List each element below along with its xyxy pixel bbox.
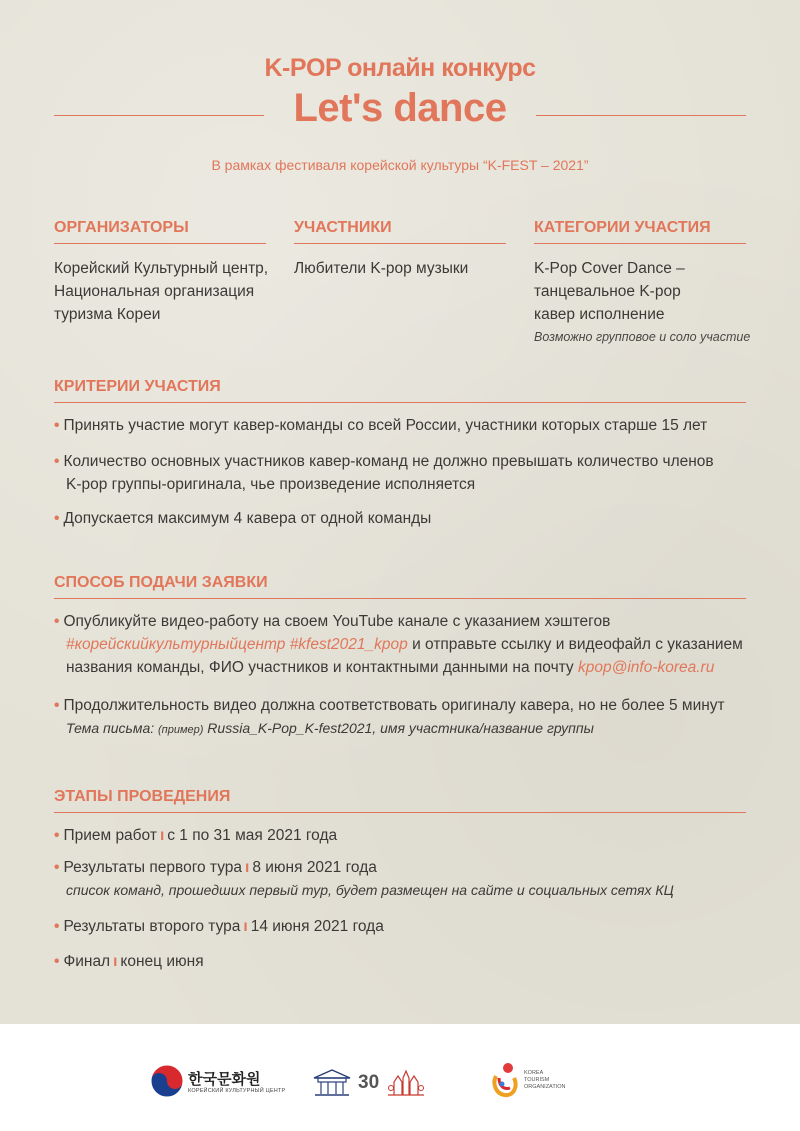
application-item-continuation xyxy=(54,656,754,679)
criteria-item-continuation: K-pop группы-оригинала, чье произведение исполняется xyxy=(66,476,476,493)
organizers-text xyxy=(54,257,274,326)
organizers-line: Корейский Культурный центр, xyxy=(54,260,269,277)
stage-value: 14 июня 2021 года xyxy=(250,918,384,935)
organizers-line: туризма Кореи xyxy=(54,306,161,323)
stage-label: Прием работ xyxy=(63,827,157,844)
kto-logo xyxy=(490,1060,600,1104)
organizers-heading: ОРГАНИЗАТОРЫ xyxy=(54,219,266,244)
application-item-text: названия команды, ФИО участников и контактными данными на почту xyxy=(66,659,578,676)
stage-item xyxy=(54,824,754,847)
application-item-text: Продолжительность видео должна соответствовать оригиналу кавера, но не более 5 минут xyxy=(63,697,725,714)
organizers-line: Национальная организация xyxy=(54,283,255,300)
kto-line: TOURISM xyxy=(524,1077,550,1083)
note-rest: Russia_K-Pop_K-fest2021, имя участника/название группы xyxy=(203,720,594,736)
kto-line: KOREA xyxy=(524,1070,544,1076)
note-prefix: Тема письма: xyxy=(66,720,159,736)
festival-subtitle: В рамках фестиваля корейской культуры “K-FEST – 2021” xyxy=(211,157,589,173)
application-item xyxy=(54,694,754,742)
separator: ı xyxy=(243,918,248,935)
taeguk-icon xyxy=(150,1064,184,1098)
anniversary-logo xyxy=(312,1060,442,1104)
criteria-item xyxy=(54,450,754,496)
palace-icon xyxy=(312,1068,352,1098)
note-example: (пример) xyxy=(158,724,204,736)
stage-value: с 1 по 31 мая 2021 года xyxy=(167,827,338,844)
bullet-dot: • xyxy=(54,510,60,527)
bullet-dot: • xyxy=(54,417,60,434)
stage-item xyxy=(54,915,754,938)
criteria-item xyxy=(54,414,754,437)
kto-name xyxy=(524,1070,565,1091)
separator: ı xyxy=(159,827,165,844)
stage-label: Результаты второго тура xyxy=(63,918,241,935)
email-link[interactable]: kpop@info-korea.ru xyxy=(577,659,715,676)
title-lets-dance: Let's dance xyxy=(293,86,507,130)
kcc-russian-name: КОРЕЙСКИЙ КУЛЬТУРНЫЙ ЦЕНТР xyxy=(188,1088,286,1094)
categories-line: танцевальное K-pop xyxy=(534,283,681,300)
kto-line: ORGANIZATION xyxy=(524,1084,566,1090)
kto-emblem-icon xyxy=(490,1062,520,1098)
categories-note: Возможно групповое и соло участие xyxy=(534,330,751,344)
kcc-logo xyxy=(150,1060,290,1104)
bullet-dot: • xyxy=(54,697,60,714)
separator: ı xyxy=(245,859,250,876)
anniversary-number: 30 xyxy=(358,1072,380,1093)
title-contest: K-POP онлайн конкурс xyxy=(264,54,536,82)
application-item-text: и отправьте ссылку и видеофайл с указанием xyxy=(407,636,743,653)
stage-label: Финал xyxy=(63,953,111,970)
bullet-dot: • xyxy=(54,453,60,470)
stage-item xyxy=(54,950,754,973)
criteria-item-text: Допускается максимум 4 кавера от одной команды xyxy=(63,510,432,527)
categories-text xyxy=(534,257,754,349)
bullet-dot: • xyxy=(54,953,60,970)
stage-item xyxy=(54,856,754,902)
stage-label: Результаты первого тура xyxy=(63,859,243,876)
kremlin-icon xyxy=(386,1068,426,1098)
stages-heading: ЭТАПЫ ПРОВЕДЕНИЯ xyxy=(54,788,746,813)
application-heading: СПОСОБ ПОДАЧИ ЗАЯВКИ xyxy=(54,574,746,599)
categories-line: K-Pop Cover Dance – xyxy=(534,260,685,277)
kcc-korean-name: 한국문화원 xyxy=(188,1070,261,1088)
title-divider-right xyxy=(536,115,746,116)
stage-value: 8 июня 2021 года xyxy=(252,859,377,876)
application-item-continuation xyxy=(54,633,754,656)
participants-text xyxy=(294,257,514,280)
categories-heading: КАТЕГОРИИ УЧАСТИЯ xyxy=(534,219,746,244)
application-item xyxy=(54,610,754,679)
application-item-text: Опубликуйте видео-работу на своем YouTube канале с указанием хэштегов xyxy=(63,613,611,630)
categories-line: кавер исполнение xyxy=(534,306,665,323)
criteria-item-text: Количество основных участников кавер-команд не должно превышать количество членов xyxy=(63,453,714,470)
email-subject-note xyxy=(54,717,754,742)
criteria-item-text: Принять участие могут кавер-команды со всей России, участники которых старше 15 лет xyxy=(63,417,708,434)
stage-value: конец июня xyxy=(120,953,204,970)
criteria-heading: КРИТЕРИИ УЧАСТИЯ xyxy=(54,378,746,403)
participants-heading: УЧАСТНИКИ xyxy=(294,219,506,244)
hashtags[interactable]: #корейскийкультурныйцентр #kfest2021_kpop xyxy=(66,636,408,653)
stage-note: список команд, прошедших первый тур, будет размещен на сайте и социальных сетях КЦ xyxy=(66,882,674,898)
bullet-dot: • xyxy=(54,613,60,630)
bullet-dot: • xyxy=(54,859,60,876)
separator: ı xyxy=(113,953,118,970)
bullet-dot: • xyxy=(54,827,60,844)
criteria-item xyxy=(54,507,754,530)
bullet-dot: • xyxy=(54,918,60,935)
participants-line: Любители K-pop музыки xyxy=(294,260,469,277)
